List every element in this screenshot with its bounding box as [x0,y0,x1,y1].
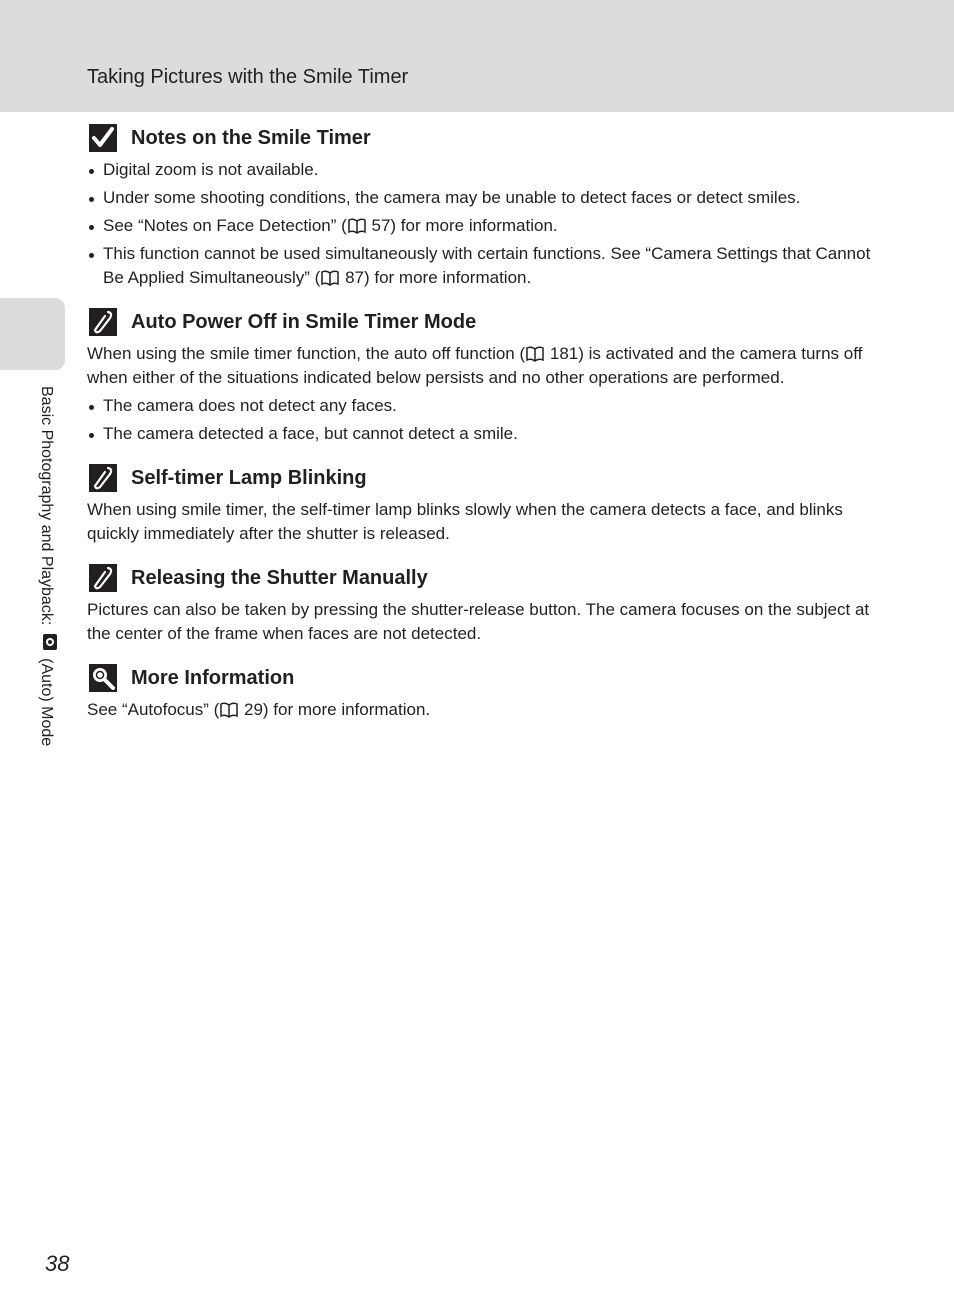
note-pencil-icon [88,463,118,493]
section-paragraph: Pictures can also be taken by pressing the shutter-release button. The camera focuses on the subject at the center of the frame when faces are not detected. [87,600,870,643]
section-heading [88,562,871,594]
list-item-text: See “Notes on Face Detection” ( [103,216,347,235]
note-pencil-icon [88,563,118,593]
section-title: More Information [131,666,295,689]
section-heading [88,306,871,338]
note-pencil-icon [88,307,118,337]
section-auto-power-off [87,306,871,446]
book-reference-icon [526,346,544,362]
chapter-side-label [37,386,58,746]
list-item-text: This function cannot be used simultaneously with certain functions. See “Camera Settings that Cannot Be Applied Simultaneously” ( [103,244,871,287]
list-item-text: 57) for more information. [366,216,558,235]
bullet-list [87,394,871,446]
chapter-label-start: Basic Photography and Playback: [38,386,55,630]
paragraph-text: When using the smile timer function, the auto off function ( [87,344,526,363]
section-heading [88,462,871,494]
chapter-label-end: (Auto) Mode [38,653,55,747]
section-releasing-shutter [87,562,871,646]
section-self-timer-lamp [87,462,871,546]
section-title: Notes on the Smile Timer [131,126,371,149]
page-number: 38 [45,1251,70,1276]
list-item: Digital zoom is not available. [87,158,871,182]
magnifier-icon [88,663,118,693]
paragraph-text: 181) is activated and the camera turns off when either of the situations indicated below persists and no other operations are performed. [87,344,863,387]
list-item: The camera detected a face, but cannot detect a smile. [87,422,871,446]
check-mark-icon [88,123,118,153]
section-title: Auto Power Off in Smile Timer Mode [131,310,477,333]
paragraph-text: 29) for more information. [239,700,431,719]
section-paragraph: When using smile timer, the self-timer lamp blinks slowly when the camera detects a face, and blinks quickly immediately after the shutter is released. [87,500,843,543]
section-title: Releasing the Shutter Manually [131,566,428,589]
section-paragraph [87,342,871,390]
list-item: The camera does not detect any faces. [87,394,871,418]
bullet-list [87,158,871,290]
book-reference-icon [348,218,366,234]
header-title: Taking Pictures with the Smile Timer [87,66,409,88]
page-content [87,122,871,722]
book-reference-icon [220,702,238,718]
section-title: Self-timer Lamp Blinking [131,466,367,489]
camera-icon [42,633,58,651]
page-header [0,0,954,112]
section-more-information [87,662,871,722]
section-heading [88,662,871,694]
chapter-tab [0,298,65,370]
list-item [87,242,871,290]
list-item: Under some shooting conditions, the camera may be unable to detect faces or detect smiles. [87,186,871,210]
section-heading [88,122,871,154]
paragraph-text: See “Autofocus” ( [87,700,220,719]
list-item-text: 87) for more information. [340,268,532,287]
section-paragraph [87,698,871,722]
book-reference-icon [321,270,339,286]
section-notes-smile-timer [87,122,871,290]
list-item [87,214,871,238]
